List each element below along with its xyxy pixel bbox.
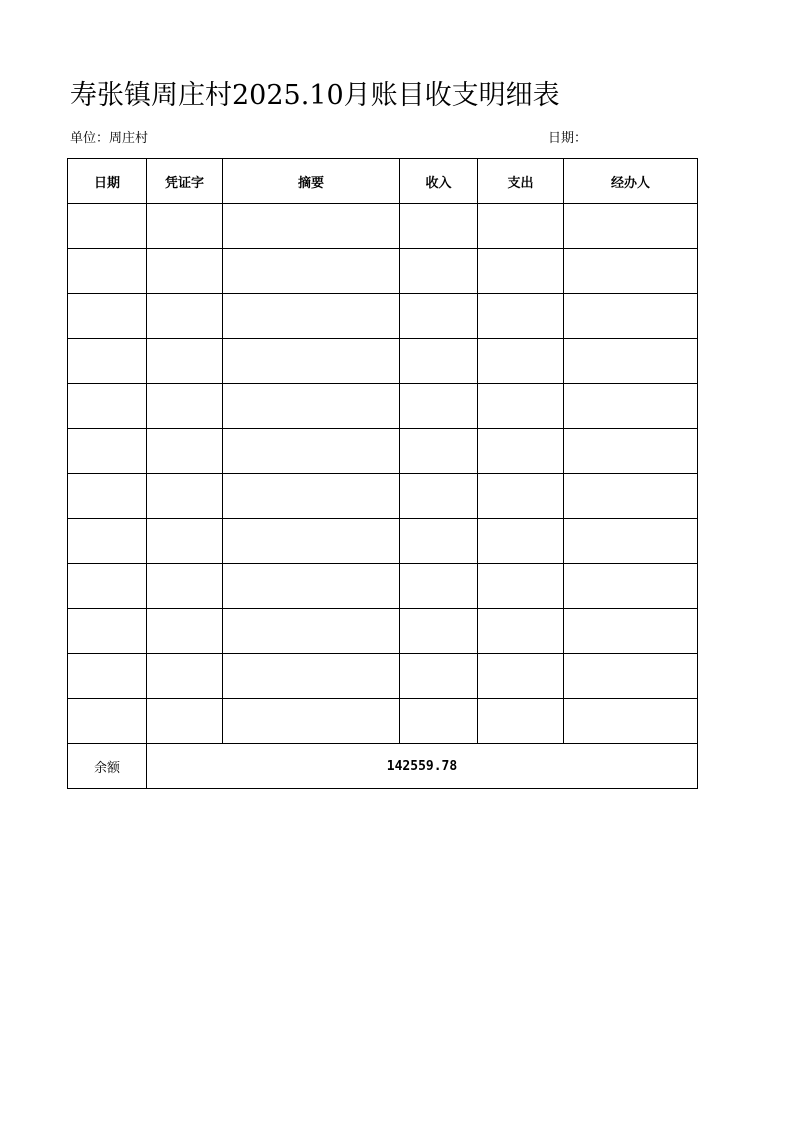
cell-summary xyxy=(223,519,400,564)
cell-date xyxy=(68,204,147,249)
cell-income xyxy=(400,474,478,519)
cell-voucher xyxy=(147,339,223,384)
cell-income xyxy=(400,519,478,564)
cell-summary xyxy=(223,654,400,699)
balance-row xyxy=(68,744,698,789)
date-label: 日期： xyxy=(548,131,588,146)
cell-summary xyxy=(223,249,400,294)
header-handler: 经办人 xyxy=(564,159,698,204)
balance-label: 余额 xyxy=(68,744,147,789)
cell-expense xyxy=(478,519,564,564)
cell-expense xyxy=(478,294,564,339)
cell-handler xyxy=(564,384,698,429)
header-date: 日期 xyxy=(68,159,147,204)
table-row xyxy=(68,654,698,699)
cell-income xyxy=(400,249,478,294)
cell-date xyxy=(68,429,147,474)
cell-date xyxy=(68,609,147,654)
cell-date xyxy=(68,654,147,699)
cell-handler xyxy=(564,429,698,474)
cell-summary xyxy=(223,474,400,519)
table-row xyxy=(68,609,698,654)
cell-voucher xyxy=(147,384,223,429)
cell-expense xyxy=(478,609,564,654)
cell-handler xyxy=(564,249,698,294)
cell-income xyxy=(400,429,478,474)
table-row xyxy=(68,339,698,384)
cell-income xyxy=(400,384,478,429)
header-expense: 支出 xyxy=(478,159,564,204)
cell-expense xyxy=(478,654,564,699)
cell-handler xyxy=(564,339,698,384)
cell-voucher xyxy=(147,429,223,474)
cell-expense xyxy=(478,564,564,609)
cell-handler xyxy=(564,519,698,564)
table-row xyxy=(68,564,698,609)
cell-summary xyxy=(223,429,400,474)
table-row xyxy=(68,384,698,429)
cell-date xyxy=(68,474,147,519)
cell-handler xyxy=(564,474,698,519)
cell-handler xyxy=(564,564,698,609)
cell-income xyxy=(400,339,478,384)
cell-voucher xyxy=(147,474,223,519)
cell-voucher xyxy=(147,249,223,294)
cell-expense xyxy=(478,339,564,384)
cell-summary xyxy=(223,204,400,249)
cell-voucher xyxy=(147,564,223,609)
cell-date xyxy=(68,249,147,294)
cell-income xyxy=(400,294,478,339)
unit-label: 单位：周庄村 xyxy=(70,131,149,146)
cell-summary xyxy=(223,294,400,339)
cell-summary xyxy=(223,609,400,654)
cell-voucher xyxy=(147,609,223,654)
balance-value: 142559.78 xyxy=(147,744,698,789)
cell-summary xyxy=(223,699,400,744)
cell-income xyxy=(400,204,478,249)
cell-income xyxy=(400,609,478,654)
cell-handler xyxy=(564,294,698,339)
cell-expense xyxy=(478,204,564,249)
cell-summary xyxy=(223,339,400,384)
cell-date xyxy=(68,384,147,429)
cell-voucher xyxy=(147,699,223,744)
header-voucher: 凭证字 xyxy=(147,159,223,204)
cell-summary xyxy=(223,564,400,609)
cell-income xyxy=(400,654,478,699)
cell-expense xyxy=(478,384,564,429)
header-summary: 摘要 xyxy=(223,159,400,204)
cell-voucher xyxy=(147,519,223,564)
cell-date xyxy=(68,519,147,564)
table-row xyxy=(68,474,698,519)
ledger-body xyxy=(68,204,698,744)
cell-income xyxy=(400,564,478,609)
cell-summary xyxy=(223,384,400,429)
cell-voucher xyxy=(147,294,223,339)
ledger-table xyxy=(67,158,698,789)
cell-handler xyxy=(564,609,698,654)
cell-expense xyxy=(478,699,564,744)
table-row xyxy=(68,204,698,249)
cell-expense xyxy=(478,249,564,294)
cell-date xyxy=(68,339,147,384)
cell-date xyxy=(68,564,147,609)
cell-handler xyxy=(564,204,698,249)
cell-handler xyxy=(564,654,698,699)
table-row xyxy=(68,699,698,744)
cell-income xyxy=(400,699,478,744)
table-row xyxy=(68,249,698,294)
cell-voucher xyxy=(147,654,223,699)
cell-expense xyxy=(478,474,564,519)
document-title: 寿张镇周庄村2025.10月账目收支明细表 xyxy=(70,80,560,111)
cell-date xyxy=(68,294,147,339)
cell-handler xyxy=(564,699,698,744)
cell-date xyxy=(68,699,147,744)
table-header-row xyxy=(68,159,698,204)
header-income: 收入 xyxy=(400,159,478,204)
table-row xyxy=(68,429,698,474)
table-row xyxy=(68,294,698,339)
cell-voucher xyxy=(147,204,223,249)
table-row xyxy=(68,519,698,564)
cell-expense xyxy=(478,429,564,474)
